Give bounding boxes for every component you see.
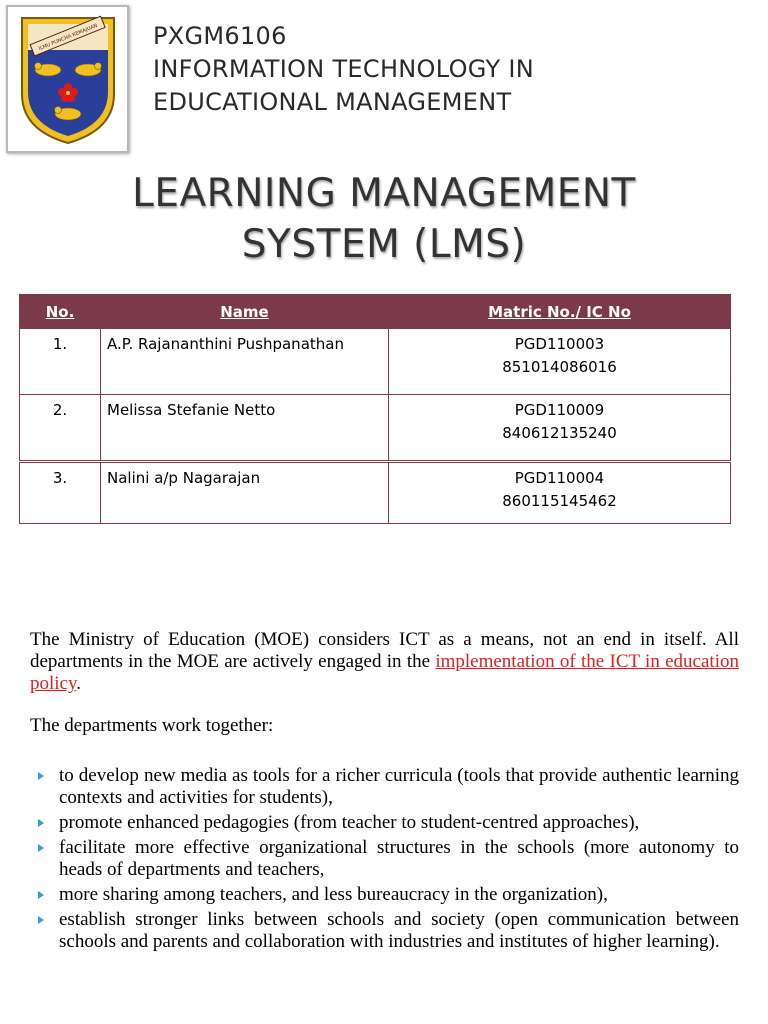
row-no: 2. [20, 395, 101, 462]
row-ic: 860115145462 [502, 492, 617, 510]
list-item-text: establish stronger links between schools and society (open communication between schools and parents and collaboration with industries and institutes of higher learning). [59, 909, 739, 952]
table-row [20, 329, 731, 395]
row-matric: PGD110003 [514, 335, 605, 353]
header-name: Name [101, 295, 389, 329]
policy-link[interactable]: implementation of the ICT in education policy [30, 651, 739, 694]
bullet-arrow-icon [38, 772, 44, 780]
course-title-line1: INFORMATION TECHNOLOGY IN [153, 55, 534, 83]
course-code: PXGM6106 [153, 22, 287, 50]
crest-shield-icon [16, 12, 120, 146]
row-matric: PGD110009 [514, 401, 605, 419]
list-item-text: to develop new media as tools for a richer curricula (tools that provide authentic learning contexts and activities for students), [59, 765, 739, 808]
row-matric-cell [389, 329, 731, 395]
course-title-line2: EDUCATIONAL MANAGEMENT [153, 88, 512, 116]
svg-text:ILMU PUNCHA KEMAJUAN: ILMU PUNCHA KEMAJUAN [37, 22, 99, 53]
body-text [30, 629, 739, 956]
header-matric: Matric No./ IC No [389, 295, 731, 329]
crest-logo [6, 5, 129, 153]
intro-end: . [76, 673, 82, 694]
row-name: A.P. Rajananthini Pushpanathan [101, 329, 389, 395]
list-item [30, 884, 739, 906]
together-paragraph: The departments work together: [30, 715, 274, 736]
table-row [20, 462, 731, 524]
header-no: No. [20, 295, 101, 329]
list-item-text: more sharing among teachers, and less bureaucracy in the organization), [59, 884, 608, 905]
row-name: Nalini a/p Nagarajan [101, 462, 389, 524]
list-item [30, 812, 739, 834]
list-item-text: promote enhanced pedagogies (from teacher to student-centred approaches), [59, 812, 640, 833]
members-table [19, 294, 731, 524]
row-matric-cell [389, 395, 731, 462]
row-ic: 840612135240 [502, 424, 617, 442]
intro-paragraph [30, 629, 739, 695]
list-item [30, 909, 739, 953]
table-row [20, 395, 731, 462]
row-no: 3. [20, 462, 101, 524]
page-title [0, 168, 768, 270]
intro-text: The Ministry of Education (MOE) considers ICT as a means, not an end in itself. All departments in the MOE are actively engaged in the [30, 629, 739, 672]
bullet-arrow-icon [38, 844, 44, 852]
bullet-arrow-icon [38, 891, 44, 899]
bullet-arrow-icon [38, 916, 44, 924]
bullet-arrow-icon [38, 819, 44, 827]
table-header-row [20, 295, 731, 329]
row-ic: 851014086016 [502, 358, 617, 376]
title-line1: LEARNING MANAGEMENT [132, 171, 636, 216]
title-line2: SYSTEM (LMS) [241, 222, 527, 267]
row-matric-cell [389, 462, 731, 524]
row-no: 1. [20, 329, 101, 395]
bullet-list [30, 765, 739, 953]
list-item [30, 765, 739, 809]
row-matric: PGD110004 [514, 469, 605, 487]
course-heading [153, 20, 534, 119]
list-item [30, 837, 739, 881]
list-item-text: facilitate more effective organizational structures in the schools (more autonomy to heads of departments and teachers, [59, 837, 739, 880]
row-name: Melissa Stefanie Netto [101, 395, 389, 462]
